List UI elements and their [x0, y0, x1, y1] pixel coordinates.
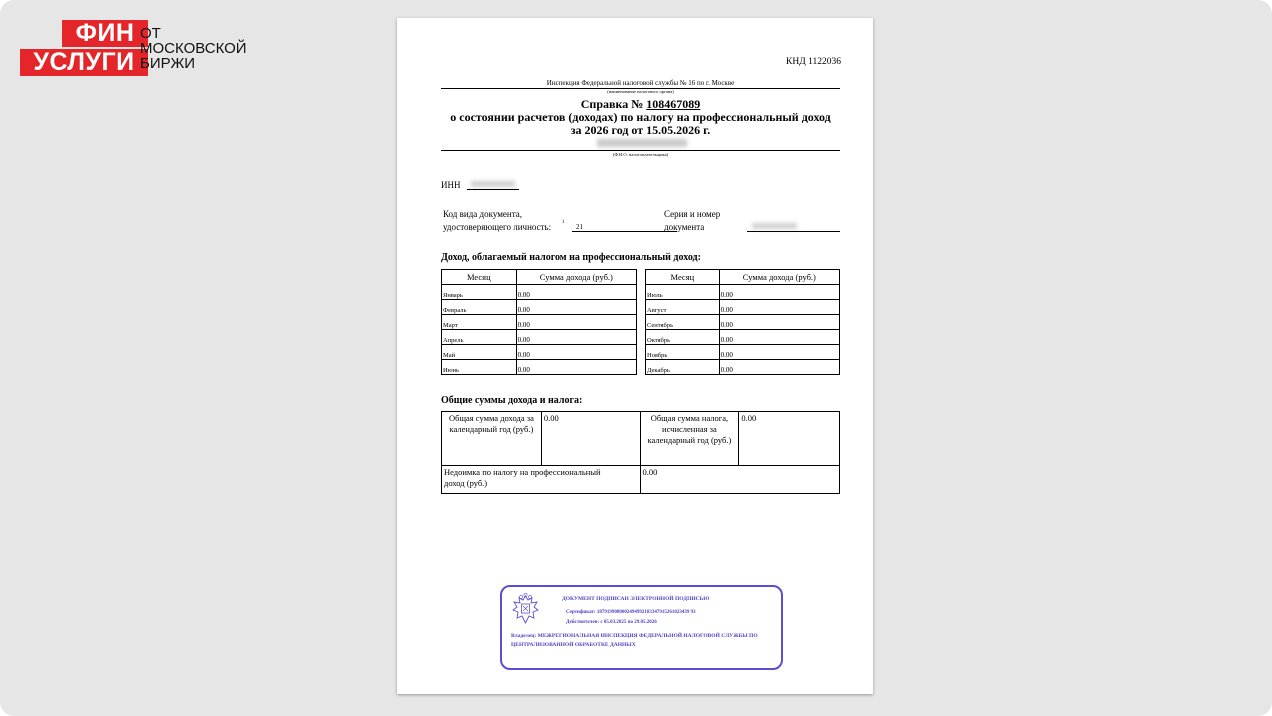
total-tax-label: Общая сумма налога, исчисленная за календарный год (руб.): [640, 412, 739, 466]
month-cell: Июнь: [442, 360, 517, 375]
income-heading: Доход, облагаемый налогом на профессиональный доход:: [441, 252, 701, 263]
table-row: [646, 345, 840, 360]
month-cell: Май: [442, 345, 517, 360]
series-line: [747, 231, 840, 232]
amount-cell: 0.00: [719, 315, 839, 330]
title-line-3: за 2026 год от 15.05.2026 г.: [570, 123, 711, 137]
table-row: [442, 466, 840, 494]
document-title: [441, 98, 840, 137]
arrears-value: 0.00: [640, 466, 839, 494]
coat-of-arms-icon: [510, 593, 541, 626]
table-header-row: [442, 270, 637, 285]
month-cell: Январь: [442, 285, 517, 300]
series-label-2: документа: [664, 222, 705, 232]
amount-cell: 0.00: [516, 315, 636, 330]
doc-code-line: [572, 231, 677, 232]
amount-cell: 0.00: [516, 330, 636, 345]
amount-cell: 0.00: [516, 285, 636, 300]
income-table-right: [645, 269, 840, 375]
month-cell: Декабрь: [646, 360, 720, 375]
doc-code-footnote: 1: [562, 220, 565, 225]
table-row: [442, 360, 637, 375]
month-cell: Сентябрь: [646, 315, 720, 330]
taxpayer-name-line: [441, 150, 840, 151]
series-label-1: Серия и номер: [664, 209, 721, 219]
month-cell: Октябрь: [646, 330, 720, 345]
inn-value-redacted: [471, 181, 515, 187]
stamp-owner: Владелец: МЕЖРЕГИОНАЛЬНАЯ ИНСПЕКЦИЯ ФЕДЕРАЛЬНОЙ НАЛОГОВОЙ СЛУЖБЫ ПО ЦЕНТРАЛИЗОВАННОЙ ОБРАБОТКЕ ДАННЫХ: [511, 633, 758, 648]
month-cell: Февраль: [442, 300, 517, 315]
amount-cell: 0.00: [516, 345, 636, 360]
series-value-redacted: [752, 223, 797, 229]
logo-tagline: [140, 26, 280, 71]
month-cell: Ноябрь: [646, 345, 720, 360]
table-row: [646, 285, 840, 300]
total-income-value: 0.00: [541, 412, 640, 466]
inn-line: [467, 189, 519, 190]
doc-code-label-1: Код вида документа,: [443, 209, 523, 219]
stamp-certificate: Сертификат: 1879199080002494992183347915261023439 93: [566, 610, 696, 615]
title-prefix: Справка №: [580, 97, 644, 111]
month-cell: Июль: [646, 285, 720, 300]
amount-cell: 0.00: [719, 345, 839, 360]
table-row: [646, 315, 840, 330]
month-cell: Март: [442, 315, 517, 330]
income-table-left: [441, 269, 637, 375]
table-row: [442, 412, 840, 466]
logo-tagline-3: БИРЖИ: [140, 55, 196, 72]
inn-label: ИНН: [441, 180, 461, 190]
month-cell: Апрель: [442, 330, 517, 345]
taxpayer-name-redacted: [597, 139, 687, 147]
document-page: [397, 18, 873, 694]
col-month: Месяц: [442, 270, 517, 285]
totals-heading: Общие суммы дохода и налога:: [441, 395, 583, 406]
table-row: [646, 360, 840, 375]
table-row: [646, 300, 840, 315]
e-signature-stamp: [500, 585, 783, 670]
amount-cell: 0.00: [516, 360, 636, 375]
table-row: [442, 285, 637, 300]
inspection-caption: (наименование налогового органа): [607, 89, 674, 94]
total-tax-value: 0.00: [739, 412, 840, 466]
certificate-number: 108467089: [646, 97, 701, 111]
amount-cell: 0.00: [719, 300, 839, 315]
table-header-row: [646, 270, 840, 285]
col-month: Месяц: [646, 270, 720, 285]
col-amount: Сумма дохода (руб.): [516, 270, 636, 285]
stamp-title: ДОКУМЕНТ ПОДПИСАН ЭЛЕКТРОННОЙ ПОДПИСЬЮ: [562, 596, 710, 602]
table-row: [442, 300, 637, 315]
table-row: [442, 345, 637, 360]
totals-table: [441, 411, 840, 494]
table-row: [442, 315, 637, 330]
doc-code-value: 21: [576, 223, 583, 231]
amount-cell: 0.00: [719, 330, 839, 345]
knd-code: КНД 1122036: [786, 57, 841, 67]
table-row: [646, 330, 840, 345]
logo-tagline-2: МОСКОВСКОЙ: [140, 40, 247, 57]
arrears-label: Недоимка по налогу на профессиональный доход (руб.): [442, 466, 641, 494]
doc-code-label-2: удостоверяющего личность:: [443, 222, 552, 232]
logo-uslugi: УСЛУГИ: [20, 49, 148, 76]
stamp-validity: Действителен: с 05.03.2025 по 29.05.2026: [566, 620, 657, 625]
logo-tagline-1: ОТ: [140, 25, 161, 42]
total-income-label: Общая сумма дохода за календарный год (руб.): [442, 412, 542, 466]
month-cell: Август: [646, 300, 720, 315]
table-row: [442, 330, 637, 345]
taxpayer-name-caption: (Ф.И.О. налогоплательщика): [612, 152, 669, 157]
amount-cell: 0.00: [719, 285, 839, 300]
inspection-name: Инспекция Федеральной налоговой службы № 16 по г. Москве: [441, 79, 840, 89]
amount-cell: 0.00: [719, 360, 839, 375]
title-line-2: о состоянии расчетов (доходах) по налогу на профессиональный доход: [450, 110, 831, 124]
logo-fin: ФИН: [62, 20, 148, 47]
col-amount: Сумма дохода (руб.): [719, 270, 839, 285]
amount-cell: 0.00: [516, 300, 636, 315]
